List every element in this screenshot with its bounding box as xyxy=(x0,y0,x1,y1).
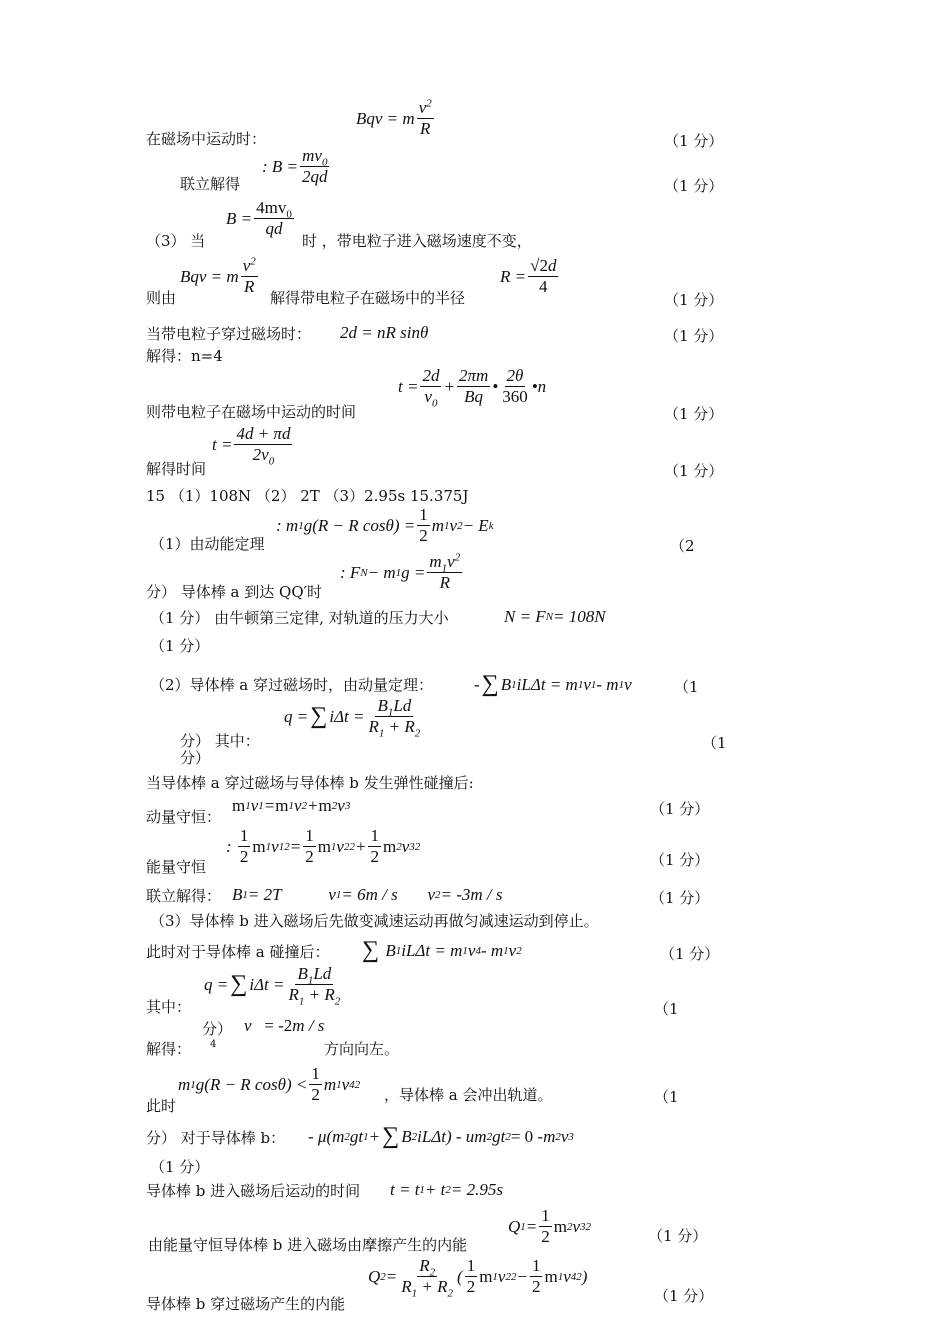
text-line: 当带电粒子穿过磁场时： xyxy=(146,325,312,343)
formula-work-energy: : m 1 g(R − R cosθ) = $\frac{1}{2}$ m 1 v 2 − E k xyxy=(276,505,494,545)
formula-part: N = F xyxy=(504,607,546,626)
text-line: 解得时间 xyxy=(146,460,207,478)
formula-path: 2d = nR sinθ xyxy=(340,323,429,342)
text-line: 联立解得： xyxy=(146,887,222,905)
score: （1 xyxy=(702,734,727,752)
text-line: （1 分） xyxy=(150,637,210,655)
formula-time-result: t = $\frac{4d + \pi d}{2v_0}$ xyxy=(212,424,291,468)
formula-total-time: t = t 1 + t 2 = 2.95s xyxy=(390,1180,503,1199)
text-line: ，导体棒 a 会冲出轨道。 xyxy=(384,1086,553,1104)
score: （1 分） xyxy=(654,1287,714,1305)
score: （1 xyxy=(654,1088,679,1106)
text-line: 导体棒 b 穿过磁场产生的内能 xyxy=(146,1295,346,1313)
text-line: （1 分） xyxy=(150,1158,210,1176)
text-line: 当导体棒 a 穿过磁场与导体棒 b 发生弹性碰撞后: xyxy=(146,774,474,792)
text-line: 分） 导体棒 a 到达 QQ′时 xyxy=(146,583,323,601)
text-line: 此时 xyxy=(146,1097,177,1115)
score: （1 分） xyxy=(664,462,724,480)
score: （1 分） xyxy=(648,1227,708,1245)
formula-results: B 1 = 2T v 1 = 6m / s v 2 = -3m / s xyxy=(232,885,503,904)
formula-part: t = t xyxy=(390,1180,420,1199)
score: （1 分） xyxy=(664,291,724,309)
score: （2 xyxy=(670,537,695,555)
formula-charge-1: q = ∑ iΔt = $\frac{B_1Ld}{R_1 + R_2}$ xyxy=(284,696,421,740)
formula-energy: : $\frac{1}{2}$ m 1 v 1 2 = $\frac{1}{2}$ m 1 v 2 2 + $\frac{1}{2}$ m 2 v 3 2 xyxy=(226,826,421,866)
formula-impulse: - ∑ B 1 iLΔt = m 1 v 1 - m 1 v xyxy=(474,671,632,697)
text-line: 此时对于导体棒 a 碰撞后： xyxy=(146,943,330,961)
text-line: 方向向左。 xyxy=(324,1040,400,1058)
formula-b-impulse: - μ(m 2 gt 1 + ∑ B 2 iLΔt) - um 2 gt 2 = 0 - m 2 v 3 xyxy=(308,1123,574,1149)
subscript: 4 xyxy=(210,1039,217,1050)
score: （1 分） xyxy=(660,945,720,963)
formula-friction-heat: Q 1 = $\frac{1}{2}$ m 2 v 3 2 xyxy=(508,1206,592,1246)
score: （1 分） xyxy=(664,177,724,195)
text-line: （3）导体棒 b 进入磁场后先做变减速运动再做匀减速运动到停止。 xyxy=(150,912,599,930)
score: （1 分） xyxy=(650,851,710,869)
score: （1 xyxy=(674,678,699,696)
score: （1 分） xyxy=(664,405,724,423)
formula-part: = 108N xyxy=(553,607,606,626)
text-line: 时 ，带电粒子进入磁场速度不变， xyxy=(302,232,532,250)
score: （1 分） xyxy=(664,132,724,150)
text-line: （1）由动能定理 xyxy=(150,535,265,553)
formula-B-result: : B = $\frac{mv_0}{2qd}$ xyxy=(262,146,328,186)
text-line: 则带电粒子在磁场中运动的时间 xyxy=(146,403,357,421)
formula-lorentz-2: Bqv = m $\frac{v^2}{R}$ xyxy=(180,255,256,296)
text-line: 分） 对于导体棒 b： xyxy=(146,1129,286,1147)
formula-B-condition: B = $\frac{4mv_0}{qd}$ xyxy=(226,198,292,238)
text-line: （1 分） 由牛顿第三定律, 对轨道的压力大小 xyxy=(150,609,449,627)
formula-part: + t xyxy=(424,1180,446,1199)
score: （1 分） xyxy=(664,327,724,345)
formula-joule-heat: Q 2 = $\frac{R_2}{R_1 + R_2}$ ( $\frac{1}{2}$ m 1 v 2 2 − $\frac{1}{2}$ m 1 v 4 2 ) xyxy=(368,1256,588,1300)
text-line: 联立解得 xyxy=(180,175,241,193)
text-line: 解得：n=4 xyxy=(146,347,223,365)
text-line: 15 （1）108N （2） 2T （3）2.95s 15.375J xyxy=(146,487,469,505)
text-line: 在磁场中运动时： xyxy=(146,130,267,148)
formula-lorentz-1: Bqv = m $\frac{v^2}{R}$ xyxy=(356,97,432,138)
score: （1 分） xyxy=(650,889,710,907)
formula-charge-2: q = ∑ iΔt = $\frac{B_1Ld}{R_1 + R_2}$ xyxy=(204,964,341,1008)
text-line: 解得： xyxy=(146,1040,192,1058)
text-line: 能量守恒 xyxy=(146,858,207,876)
formula-time-sum: t = $\frac{2d}{v_0}$ + $\frac{2\pi m}{Bq}$ • $\frac{2\theta}{360}$ •n xyxy=(398,366,547,410)
score: （1 xyxy=(654,1000,679,1018)
formula-impulse-2: ∑ B 1 iLΔt = m 1 v 4 - m 1 v 2 xyxy=(362,937,522,963)
text-line: （2）导体棒 a 穿过磁场时，由动量定理： xyxy=(150,676,434,694)
formula-newton: : F N − m 1 g = $\frac{m_1v^2}{R}$ xyxy=(340,551,461,592)
text-line: 由能量守恒导体棒 b 进入磁场由摩擦产生的内能 xyxy=(148,1236,468,1254)
text-line: 分） xyxy=(180,749,211,767)
formula-v4: v = -2 m / s xyxy=(244,1016,325,1035)
formula-part: = 2.95s xyxy=(450,1180,503,1199)
text-line: 其中： xyxy=(146,998,192,1016)
formula-radius: R = $\frac{√2d}{4}$ xyxy=(500,256,557,296)
formula-normal-force: N = F N = 108N xyxy=(504,607,606,626)
score: （1 分） xyxy=(650,800,710,818)
formula-inequality: m 1 g(R − R cosθ) < $\frac{1}{2}$ m 1 v 4 2 xyxy=(178,1064,361,1104)
text-line: 分） 其中： xyxy=(180,732,260,750)
text-line: 动量守恒： xyxy=(146,808,222,826)
text-line: 分） xyxy=(202,1020,233,1038)
text-line: 导体棒 b 进入磁场后运动的时间 xyxy=(146,1182,361,1200)
formula-momentum: m 1 v 1 = m 1 v 2 + m 2 v 3 xyxy=(232,796,351,815)
text-line: 解得带电粒子在磁场中的半径 xyxy=(270,289,466,307)
text-line: （3） 当 xyxy=(146,232,206,250)
text-line: 则由 xyxy=(146,289,177,307)
